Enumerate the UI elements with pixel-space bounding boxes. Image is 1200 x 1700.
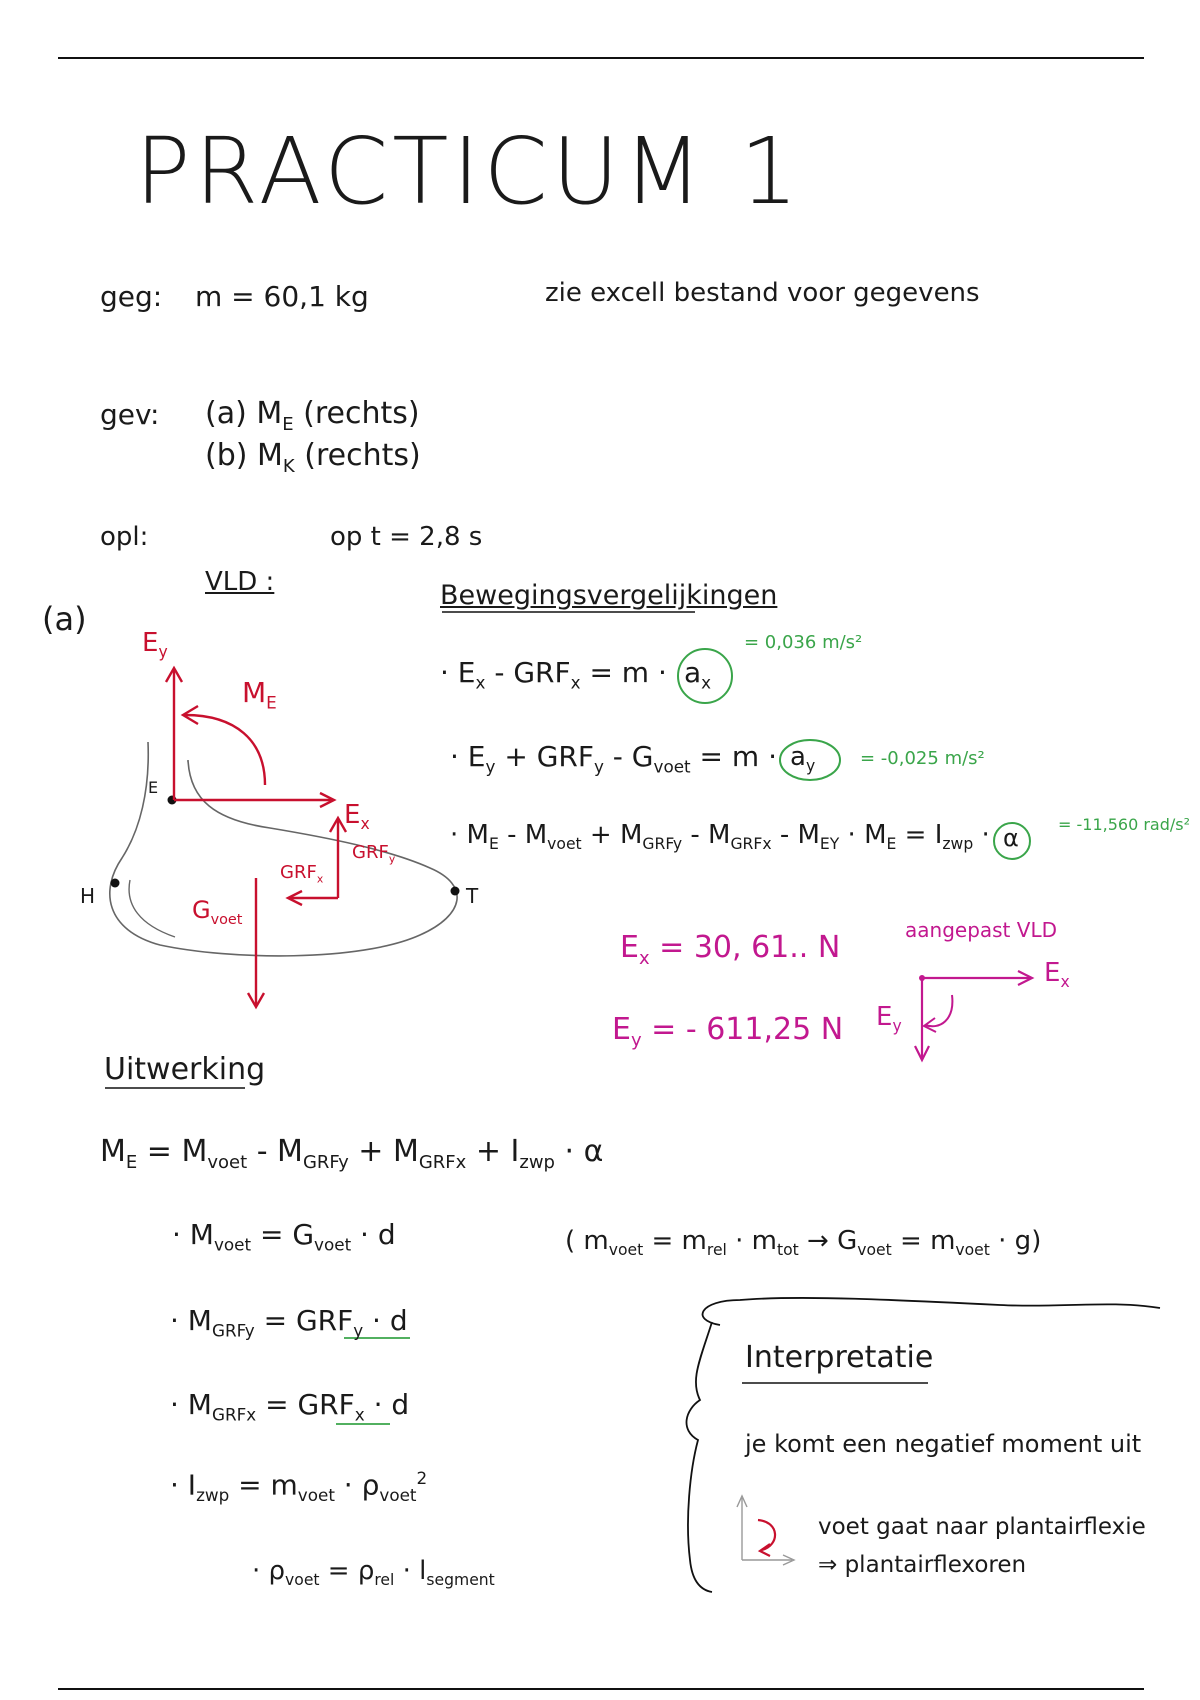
equation-3-alpha: α <box>1003 824 1019 852</box>
adjusted-vld-label: aangepast VLD <box>905 918 1057 942</box>
given-note: zie excell bestand voor gegevens <box>545 278 980 308</box>
fbd-t-label: T <box>466 884 479 908</box>
adjusted-ey-label: $E_y$ <box>876 1002 902 1036</box>
working-main-equation: $M_E = M_{voet} - M_{GRFy} + M_{GRFx} + I_{zwp} \cdot \alpha$ <box>100 1134 604 1173</box>
adjusted-ex-label: $E_x$ <box>1044 958 1070 992</box>
fbd-grfy-label: $GRF_y$ <box>352 842 396 866</box>
fbd-me-label: $M_E$ <box>242 676 277 713</box>
page-title: PRACTICUM 1 <box>135 118 803 225</box>
fbd-gvoet-label: $G_{voet}$ <box>192 896 243 928</box>
given-mass: m = 60,1 kg <box>195 280 369 313</box>
equation-3-value: = -11,560 rad/s² <box>1058 815 1191 834</box>
working-line-2: · $M_{GRFy} = GRF_y \cdot d$ <box>170 1304 408 1341</box>
foot-outline <box>110 742 457 956</box>
solution-time: op t = 2,8 s <box>330 522 483 552</box>
working-line-5: · $\rho_{voet} = \rho_{rel} \cdot l_{segment}$ <box>252 1556 495 1590</box>
working-line-1: · $M_{voet} = G_{voet} \cdot d$ <box>172 1218 396 1255</box>
equation-1-accel: $a_x$ <box>684 656 712 693</box>
equations-heading: Bewegingsvergelijkingen <box>440 580 778 611</box>
point-t <box>451 887 460 896</box>
asked-a: (a) $M_E$ (rechts) <box>205 396 420 435</box>
working-heading: Uitwerking <box>104 1052 266 1087</box>
fbd-e-point-label: E <box>148 778 159 797</box>
interpretation-heading: Interpretatie <box>745 1340 934 1375</box>
fbd-h-label: H <box>80 884 96 908</box>
point-h <box>111 879 120 888</box>
equation-2-accel: $a_y$ <box>790 742 816 776</box>
result-ey: $E_y$ = - 611,25 N <box>612 1012 844 1051</box>
equation-1: · $E_x - GRF_x = m$ · <box>440 656 667 693</box>
equation-2-value: = -0,025 m/s² <box>860 748 985 769</box>
result-ex: $E_x = 30$, 61.. N <box>620 930 841 969</box>
interpretation-cloud <box>703 1298 1160 1325</box>
fbd-grfx-label: $GRF_x$ <box>280 862 324 886</box>
asked-label: gev: <box>100 398 160 431</box>
part-a-label: (a) <box>42 600 87 638</box>
working-line-4: · $I_{zwp} = m_{voet} \cdot \rho_{voet}^2$ <box>170 1468 428 1505</box>
vld-label: VLD : <box>205 567 275 597</box>
solution-label: opl: <box>100 522 149 552</box>
equation-3: · $M_E - M_{voet} + M_{GRFy} - M_{GRFx} - M_{EY} \cdot M_E = I_{zwp}$ · <box>450 820 990 854</box>
working-line-1-note: ( $m_{voet} = m_{rel} \cdot m_{tot} \to G_{voet} = m_{voet} \cdot g$) <box>565 1226 1042 1260</box>
given-label: geg: <box>100 280 163 313</box>
interpretation-line-3: ⇒ plantairflexoren <box>818 1552 1027 1578</box>
equation-2: · $E_y + GRF_y - G_{voet} = m$ · <box>450 740 777 777</box>
asked-b: (b) $M_K$ (rechts) <box>205 438 421 477</box>
interpretation-line-2: voet gaat naar plantairflexie <box>818 1514 1146 1540</box>
fbd-ey-label: $E_y$ <box>142 628 168 662</box>
working-line-3: · $M_{GRFx} = GRF_x \cdot d$ <box>170 1388 410 1425</box>
fbd-ex-label: $E_x$ <box>344 800 370 834</box>
interpretation-line-1: je komt een negatief moment uit <box>745 1430 1142 1458</box>
equation-1-value: = 0,036 m/s² <box>744 632 863 653</box>
